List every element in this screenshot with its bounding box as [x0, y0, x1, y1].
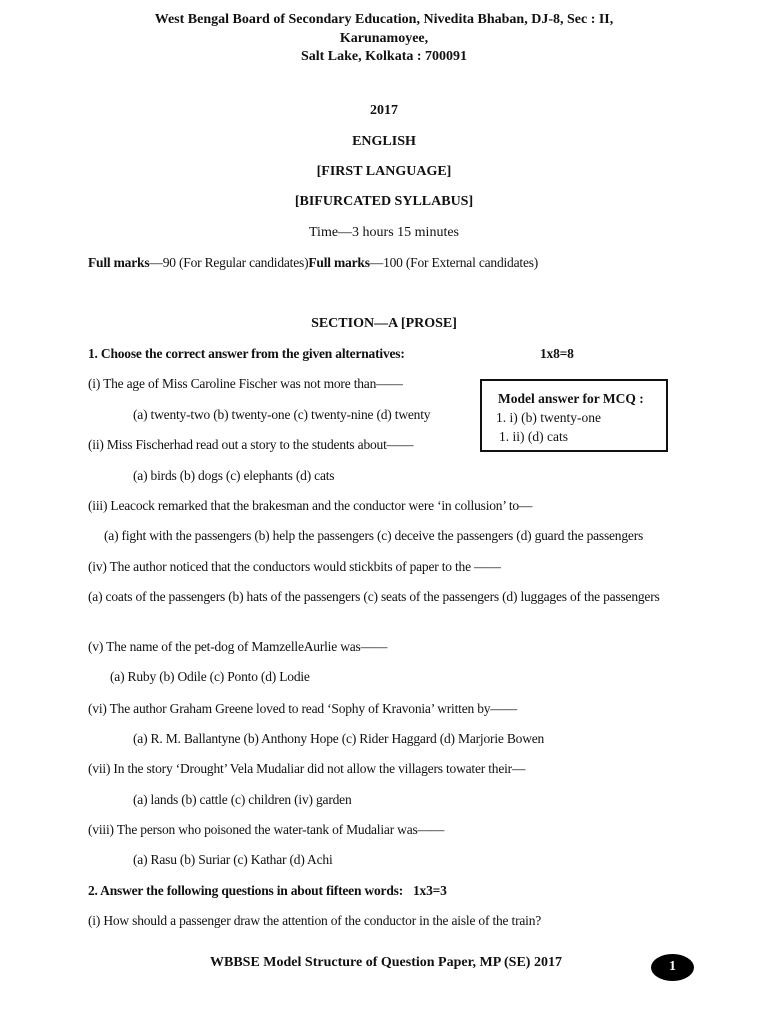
board-address-line-3: Salt Lake, Kolkata : 700091 [300, 49, 468, 64]
page-number-badge: 1 [651, 954, 694, 981]
question-item: (iv) The author noticed that the conductors would stickbits of paper to the —— [88, 559, 501, 574]
mcq-answer-1: 1. i) (b) twenty-one [496, 410, 601, 425]
mcq-box-title: Model answer for MCQ : [498, 391, 644, 406]
question-options: (a) twenty-two (b) twenty-one (c) twenty-nine (d) twenty [133, 407, 431, 422]
question-1-heading: 1. Choose the correct answer from the given alternatives: [88, 346, 405, 361]
question-2-marks: 1x3=3 [413, 883, 447, 898]
full-marks-regular: —90 (For Regular candidates) [149, 255, 309, 270]
question-item: (ii) Miss Fischerhad read out a story to the students about—— [88, 437, 414, 452]
question-options: (a) R. M. Ballantyne (b) Anthony Hope (c) Rider Haggard (d) Marjorie Bowen [133, 731, 545, 746]
question-item: (iii) Leacock remarked that the brakesman and the conductor were ‘in collusion’ to— [88, 498, 533, 513]
question-item: (i) How should a passenger draw the attention of the conductor in the aisle of the train? [88, 913, 542, 928]
exam-language: [FIRST LANGUAGE] [316, 164, 452, 179]
question-2-heading-text: 2. Answer the following questions in about fifteen words: [88, 883, 403, 898]
exam-year: 2017 [370, 103, 398, 118]
full-marks-external: —100 (For External candidates) [369, 255, 539, 270]
question-item: (v) The name of the pet-dog of MamzelleAurlie was—— [88, 639, 388, 654]
mcq-answer-2: 1. ii) (d) cats [499, 429, 568, 444]
footer-title: WBBSE Model Structure of Question Paper, MP (SE) 2017 [210, 955, 562, 970]
exam-subject: ENGLISH [352, 134, 416, 149]
full-marks-line [88, 254, 538, 272]
question-item: (viii) The person who poisoned the water-tank of Mudaliar was—— [88, 822, 445, 837]
question-options: (a) birds (b) dogs (c) elephants (d) cats [133, 468, 335, 483]
question-item: (vii) In the story ‘Drought’ Vela Mudaliar did not allow the villagers towater their— [88, 761, 526, 776]
question-options: (a) Rasu (b) Suriar (c) Kathar (d) Achi [133, 852, 333, 867]
board-address-line-1: West Bengal Board of Secondary Education, Nivedita Bhaban, DJ-8, Sec : II, [154, 12, 614, 27]
exam-time: Time—3 hours 15 minutes [309, 225, 459, 240]
question-item: (i) The age of Miss Caroline Fischer was not more than—— [88, 376, 403, 391]
exam-syllabus: [BIFURCATED SYLLABUS] [294, 194, 474, 209]
question-options: (a) coats of the passengers (b) hats of the passengers (c) seats of the passengers (d) luggages of the passengers [88, 589, 660, 604]
question-1-marks: 1x8=8 [540, 346, 574, 361]
question-item: (vi) The author Graham Greene loved to read ‘Sophy of Kravonia’ written by—— [88, 701, 517, 716]
full-marks-label-regular: Full marks [88, 255, 150, 270]
board-address-line-2: Karunamoyee, [339, 31, 429, 46]
question-2-heading [88, 882, 447, 900]
full-marks-label-external: Full marks [308, 255, 370, 270]
section-title: SECTION—A [PROSE] [311, 316, 457, 331]
question-options: (a) Ruby (b) Odile (c) Ponto (d) Lodie [110, 669, 310, 684]
question-options: (a) lands (b) cattle (c) children (iv) garden [133, 792, 352, 807]
question-options: (a) fight with the passengers (b) help the passengers (c) deceive the passengers (d) guard the passengers [104, 528, 644, 543]
mcq-model-answer-box [480, 379, 668, 452]
